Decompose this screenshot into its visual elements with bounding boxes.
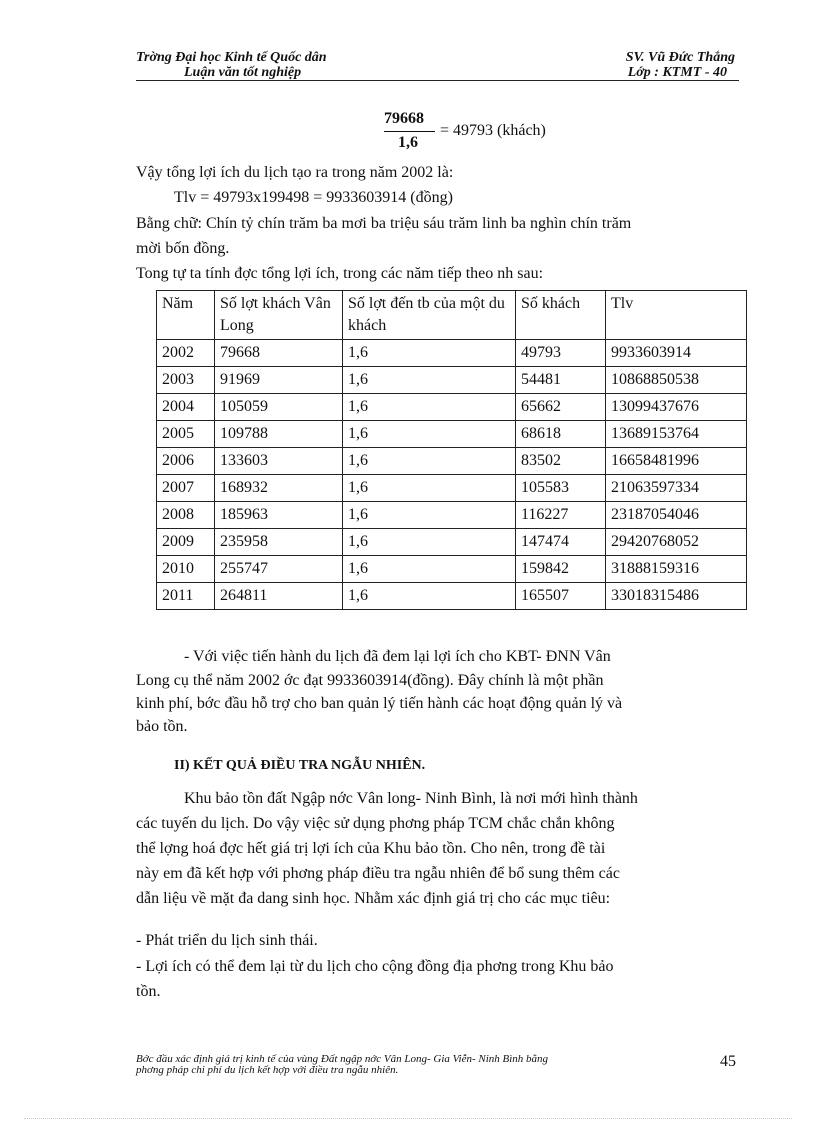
table-cell: 165507	[516, 583, 606, 610]
table-cell: 1,6	[343, 502, 516, 529]
table-cell: 1,6	[343, 394, 516, 421]
table-cell: 1,6	[343, 529, 516, 556]
table-cell: 185963	[215, 502, 343, 529]
table-cell: 2004	[157, 394, 215, 421]
table-row	[157, 340, 747, 367]
text-line: bảo tồn.	[136, 718, 188, 735]
page-footer	[136, 1054, 696, 1076]
table-cell: 1,6	[343, 340, 516, 367]
table-row	[157, 394, 747, 421]
table-cell: 33018315486	[606, 583, 747, 610]
text-line: thể lợng hoá đợc hết giá trị lợi ích của Khu bảo tồn. Cho nên, trong đề tài	[136, 840, 606, 857]
table-cell: 13099437676	[606, 394, 747, 421]
table-cell: 2010	[157, 556, 215, 583]
fraction-bar	[384, 131, 435, 132]
table-cell: 105059	[215, 394, 343, 421]
header-doc-type: Luận văn tốt nghiệp	[184, 65, 302, 80]
table-cell: 1,6	[343, 421, 516, 448]
table-cell: 79668	[215, 340, 343, 367]
table-cell: 116227	[516, 502, 606, 529]
table-cell: 2003	[157, 367, 215, 394]
table-cell: 31888159316	[606, 556, 747, 583]
table-header-cell: Năm	[157, 291, 215, 340]
header-class: Lớp : KTMT - 40	[627, 65, 727, 80]
table-cell: 168932	[215, 475, 343, 502]
table-cell: 1,6	[343, 583, 516, 610]
header-student: SV. Vũ Đức Thắng	[625, 50, 735, 65]
table-cell: 65662	[516, 394, 606, 421]
benefit-table	[156, 290, 747, 610]
text-line: Tong tự ta tính đợc tổng lợi ích, trong các năm tiếp theo nh sau:	[136, 265, 544, 282]
table-header-cell: Tlv	[606, 291, 747, 340]
text-line: kinh phí, bớc đầu hỗ trợ cho ban quản lý tiến hành các hoạt động quản lý và	[136, 695, 623, 712]
formula-numerator: 79668	[384, 110, 424, 127]
text-line: dẫn liệu về mặt đa dang sinh học. Nhằm xác định giá trị cho các mục tiêu:	[136, 890, 611, 907]
table-row	[157, 502, 747, 529]
table-row	[157, 475, 747, 502]
table-row	[157, 367, 747, 394]
page-number: 45	[720, 1053, 736, 1070]
table-cell: 255747	[215, 556, 343, 583]
table-cell: 54481	[516, 367, 606, 394]
text-line: Vậy tổng lợi ích du lịch tạo ra trong năm 2002 là:	[136, 164, 454, 181]
table-row	[157, 421, 747, 448]
section-heading: II) KẾT QUẢ ĐIỀU TRA NGẪU NHIÊN.	[174, 758, 426, 773]
table-cell: 1,6	[343, 448, 516, 475]
formula-denominator: 1,6	[398, 134, 418, 151]
table-row	[157, 529, 747, 556]
table-cell: 105583	[516, 475, 606, 502]
table-cell: 2007	[157, 475, 215, 502]
table-header-cell: Số khách	[516, 291, 606, 340]
text-line: mời bốn đồng.	[136, 240, 230, 257]
page-header	[136, 48, 739, 81]
formula-result: = 49793 (khách)	[440, 122, 546, 139]
table-cell: 68618	[516, 421, 606, 448]
table-cell: 2008	[157, 502, 215, 529]
table-header-cell: Số lợt đến tb của một du khách	[343, 291, 516, 340]
text-line: Khu bảo tồn đất Ngập nớc Vân long- Ninh Bình, là nơi mới hình thành	[184, 790, 638, 807]
bullet-item: - Phát triển du lịch sinh thái.	[136, 932, 318, 949]
header-school: Trờng Đại học Kinh tế Quốc dân	[136, 50, 327, 65]
text-line: Tlv = 49793x199498 = 9933603914 (đồng)	[174, 189, 453, 206]
bullet-item: - Lợi ích có thể đem lại từ du lịch cho cộng đồng địa phơng trong Khu bảo	[136, 958, 614, 975]
table-header-cell: Số lợt khách Vân Long	[215, 291, 343, 340]
table-cell: 91969	[215, 367, 343, 394]
table-cell: 159842	[516, 556, 606, 583]
table-cell: 2011	[157, 583, 215, 610]
footer-line: phơng pháp chi phí du lịch kết hợp với điều tra ngẫu nhiên.	[136, 1064, 399, 1076]
table-cell: 1,6	[343, 556, 516, 583]
table-cell: 16658481996	[606, 448, 747, 475]
table-cell: 29420768052	[606, 529, 747, 556]
page-bottom-divider	[24, 1118, 792, 1119]
table-cell: 2002	[157, 340, 215, 367]
table-cell: 147474	[516, 529, 606, 556]
text-line: Bằng chữ: Chín tỷ chín trăm ba mơi ba triệu sáu trăm linh ba nghìn chín trăm	[136, 215, 632, 232]
table-header-row	[157, 291, 747, 340]
table-cell: 10868850538	[606, 367, 747, 394]
table-cell: 13689153764	[606, 421, 747, 448]
text-line: tồn.	[136, 983, 161, 1000]
text-line: - Với việc tiến hành du lịch đã đem lại lợi ích cho KBT- ĐNN Vân	[184, 648, 611, 665]
table-cell: 21063597334	[606, 475, 747, 502]
text-line: Long cụ thể năm 2002 ớc đạt 9933603914(đồng). Đây chính là một phần	[136, 672, 604, 689]
table-cell: 2005	[157, 421, 215, 448]
table-cell: 2009	[157, 529, 215, 556]
table-cell: 235958	[215, 529, 343, 556]
table-row	[157, 448, 747, 475]
table-cell: 23187054046	[606, 502, 747, 529]
table-cell: 109788	[215, 421, 343, 448]
table-cell: 1,6	[343, 367, 516, 394]
footer-line: Bớc đầu xác định giá trị kinh tế của vùng Đất ngập nớc Vân Long- Gia Viễn- Ninh Bình bằng	[136, 1053, 549, 1065]
table-row	[157, 583, 747, 610]
text-line: các tuyến du lịch. Do vậy việc sử dụng phơng pháp TCM chắc chắn không	[136, 815, 615, 832]
table-cell: 9933603914	[606, 340, 747, 367]
table-cell: 264811	[215, 583, 343, 610]
table-cell: 1,6	[343, 475, 516, 502]
text-line: này em đã kết hợp với phơng pháp điều tra ngẫu nhiên để bổ sung thêm các	[136, 865, 620, 882]
table-cell: 49793	[516, 340, 606, 367]
table-cell: 83502	[516, 448, 606, 475]
table-row	[157, 556, 747, 583]
table-cell: 2006	[157, 448, 215, 475]
table-cell: 133603	[215, 448, 343, 475]
